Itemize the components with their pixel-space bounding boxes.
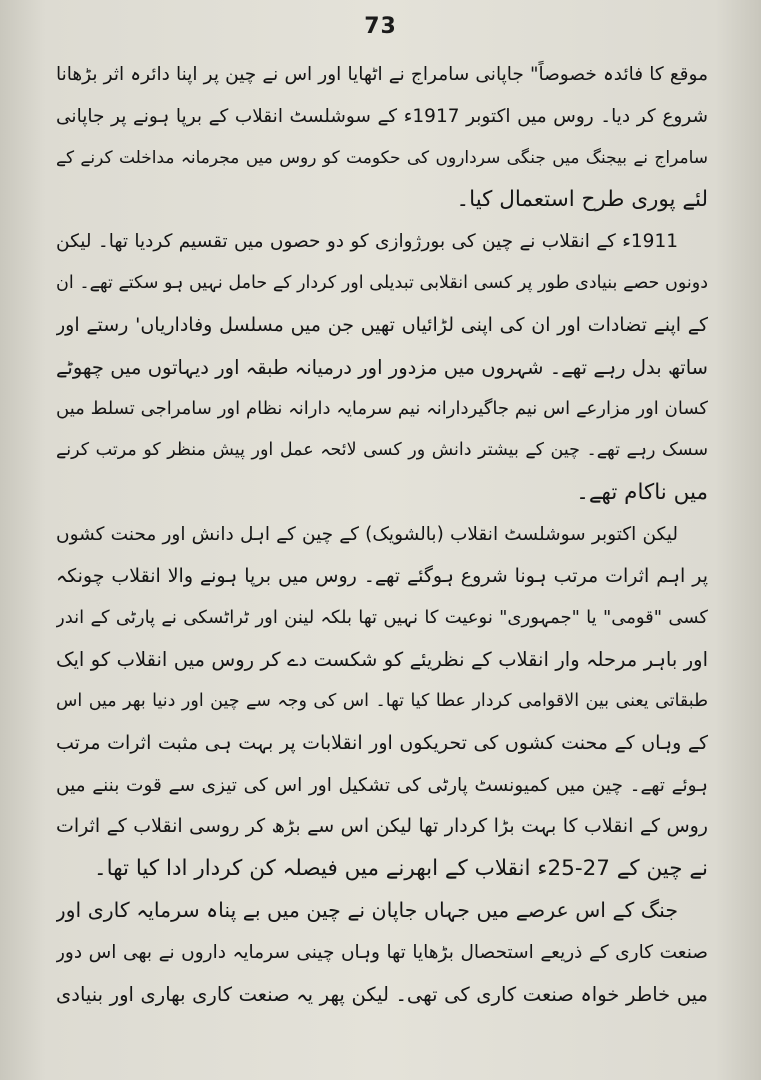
text-line: سسک رہے تھے۔ چین کے بیشتر دانش ور کسی لائحہ عمل اور پیش منظر کو مرتب کرنے [56, 440, 708, 461]
text-line: لئے پوری طرح استعمال کیا۔ [456, 187, 708, 213]
text-line: طبقاتی یعنی بین الاقوامی کردار عطا کیا تھا۔ اس کی وجہ سے چین اور دنیا بھر میں اس [56, 690, 708, 711]
text-line: 1911ء کے انقلاب نے چین کی بورژوازی کو دو حصوں میں تقسیم کردیا تھا۔ لیکن [56, 231, 678, 253]
text-line: اور باہر مرحلہ وار انقلاب کے نظریئے کو شکست دے کر روس میں انقلاب کو ایک [56, 648, 708, 672]
text-line: نے چین کے 27-25ء انقلاب کے ابھرنے میں فیصلہ کن کردار ادا کیا تھا۔ [93, 856, 708, 882]
text-line: ساتھ بدل رہے تھے۔ شہروں میں مزدور اور درمیانہ طبقہ اور دیہاتوں میں چھوٹے [56, 355, 708, 379]
text-line: کسان اور مزارعے اس نیم جاگیردارانہ نیم سرمایہ دارانہ نظام اور سامراجی تسلط میں [56, 398, 708, 420]
text-line: شروع کر دیا۔ روس میں اکتوبر 1917ء کے سوشلسٹ انقلاب کے برپا ہونے پر جاپانی [56, 105, 708, 127]
text-line: لیکن اکتوبر سوشلسٹ انقلاب (بالشویک) کے چین کے اہل دانش اور محنت کشوں [56, 523, 678, 545]
text-line: جنگ کے اس عرصے میں جہاں جاپان نے چین میں بے پناہ سرمایہ کاری اور [56, 897, 678, 922]
text-line: دونوں حصے بنیادی طور پر کسی انقلابی تبدیلی اور کردار کے حامل نہیں ہو سکتے تھے۔ ان [56, 272, 708, 293]
text-line: میں ناکام تھے۔ [576, 479, 708, 505]
body-text [56, 54, 708, 1015]
text-line: پر اہم اثرات مرتب ہونا شروع ہوگئے تھے۔ روس میں برپا ہونے والا انقلاب چونکہ [56, 564, 708, 587]
text-line: موقع کا فائدہ خصوصاً" جاپانی سامراج نے اٹھایا اور اس نے چین پر اپنا دائرہ اثر بڑھانا [56, 64, 708, 85]
text-line: ہوئے تھے۔ چین میں کمیونسٹ پارٹی کی تشکیل اور اس کی تیزی سے قوت بننے میں [56, 774, 708, 796]
text-line: روس کے انقلاب کا بہت بڑا کردار تھا لیکن اس سے بڑھ کر روسی انقلاب کے اثرات [56, 815, 708, 838]
page-number: 73 [364, 14, 397, 39]
text-line: سامراج نے بیجنگ میں جنگی سرداروں کی حکومت کو روس میں مجرمانہ مداخلت کرنے کے [56, 147, 708, 168]
text-line: صنعت کاری کے ذریعے استحصال بڑھایا تھا وہاں چینی سرمایہ داروں نے بھی اس دور [56, 941, 708, 963]
text-line: کے اپنے تضادات اور ان کی اپنی لڑائیاں تھیں جن میں مسلسل وفاداریاں' رستے اور [56, 313, 708, 336]
text-line: کسی "قومی" یا "جمہوری" نوعیت کا نہیں تھا بلکہ لینن اور ٹراٹسکی نے پارٹی کے اندر [56, 607, 708, 629]
text-line: میں خاطر خواہ صنعت کاری کی تھی۔ لیکن پھر یہ صنعت کاری بھاری اور بنیادی [56, 982, 708, 1006]
text-line: کے وہاں کے محنت کشوں کی تحریکوں اور انقلابات پر بہت ہی مثبت اثرات مرتب [56, 731, 708, 754]
